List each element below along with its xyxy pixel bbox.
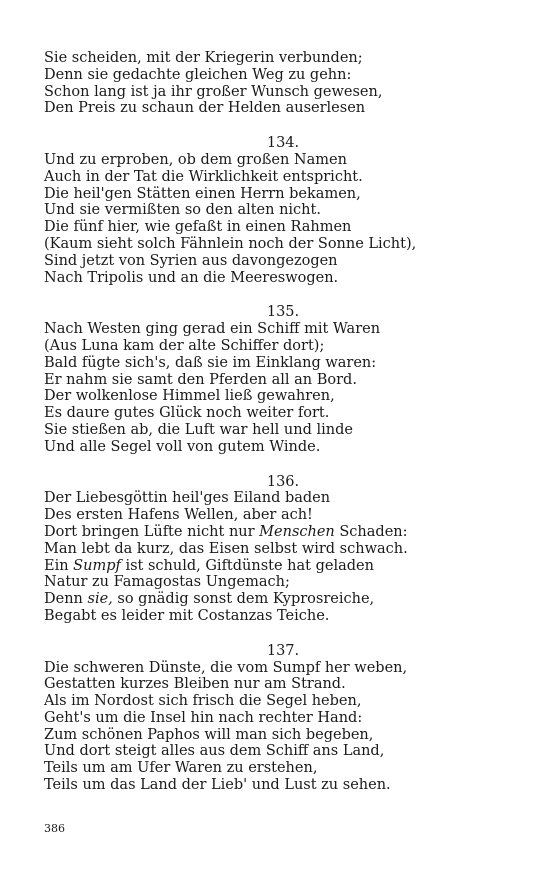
verse-line: Und dort steigt alles aus dem Schiff ans Land, — [44, 743, 385, 760]
page-number: 386 — [44, 822, 65, 835]
verse-line: Es daure gutes Glück noch weiter fort. — [44, 405, 330, 422]
verse-line: (Kaum sieht solch Fähnlein noch der Sonne Licht), — [44, 235, 417, 252]
verse-line: Sind jetzt von Syrien aus davongezogen — [44, 252, 338, 269]
stanza-137 — [44, 643, 514, 794]
verse-line: Nach Tripolis und an die Meereswogen. — [44, 269, 339, 286]
verse-line: Der Liebesgöttin heil'ges Eiland baden — [44, 490, 331, 507]
verse-line: Teils um am Ufer Waren zu erstehen, — [44, 760, 318, 777]
emphasized-word: Menschen — [259, 523, 335, 540]
verse-line: Die heil'gen Stätten einen Herrn bekamen, — [44, 185, 361, 202]
verse-line: (Aus Luna kam der alte Schiffer dort); — [44, 337, 325, 354]
poem-text — [44, 50, 514, 812]
verse-line: Als im Nordost sich frisch die Segel heben, — [44, 693, 362, 710]
verse-line: Ein Sumpf ist schuld, Giftdünste hat geladen — [44, 557, 374, 574]
verse-line: Nach Westen ging gerad ein Schiff mit Waren — [44, 321, 381, 338]
verse-line: Bald fügte sich's, daß sie im Einklang waren: — [44, 354, 377, 371]
stanza-135 — [44, 304, 514, 455]
verse-line: Man lebt da kurz, das Eisen selbst wird schwach. — [44, 540, 408, 557]
verse-line: Die schweren Dünste, die vom Sumpf her weben, — [44, 659, 408, 676]
stanza-number: 135. — [266, 304, 300, 321]
verse-line: Den Preis zu schaun der Helden auserlesen — [44, 100, 366, 117]
verse-line: Denn sie, so gnädig sonst dem Kyprosreiche, — [44, 591, 375, 608]
stanza-136 — [44, 474, 514, 625]
verse-line: Und alle Segel voll von gutem Winde. — [44, 438, 321, 455]
verse-line: Der wolkenlose Himmel ließ gewahren, — [44, 388, 335, 405]
verse-line: Er nahm sie samt den Pferden all an Bord. — [44, 371, 357, 388]
verse-line: Gestatten kurzes Bleiben nur am Strand. — [44, 676, 346, 693]
verse-line: Und sie vermißten so den alten nicht. — [44, 202, 321, 219]
verse-line: Auch in der Tat die Wirklichkeit entspricht. — [44, 168, 363, 185]
verse-line: Dort bringen Lüfte nicht nur Menschen Schaden: — [44, 523, 408, 540]
verse-line: Sie stießen ab, die Luft war hell und linde — [44, 421, 353, 438]
verse-line: Zum schönen Paphos will man sich begeben, — [44, 726, 374, 743]
stanza-133-continuation — [44, 50, 514, 117]
stanza-number: 136. — [266, 473, 300, 490]
verse-line: Geht's um die Insel hin nach rechter Hand: — [44, 709, 363, 726]
verse-line: Und zu erproben, ob dem großen Namen — [44, 151, 347, 168]
verse-line: Des ersten Hafens Wellen, aber ach! — [44, 507, 313, 524]
verse-line: Denn sie gedachte gleichen Weg zu gehn: — [44, 66, 352, 83]
stanza-number: 137. — [266, 642, 300, 659]
verse-line: Sie scheiden, mit der Kriegerin verbunden; — [44, 50, 363, 66]
stanza-134 — [44, 135, 514, 286]
verse-line: Natur zu Famagostas Ungemach; — [44, 574, 290, 591]
stanza-number: 134. — [266, 135, 300, 152]
emphasized-word: Sumpf — [73, 557, 121, 574]
emphasized-word: sie, — [87, 591, 113, 608]
verse-line: Begabt es leider mit Costanzas Teiche. — [44, 607, 330, 624]
verse-line: Schon lang ist ja ihr großer Wunsch gewesen, — [44, 83, 383, 100]
verse-line: Teils um das Land der Lieb' und Lust zu sehen. — [44, 777, 391, 794]
verse-line: Die fünf hier, wie gefaßt in einen Rahmen — [44, 219, 352, 236]
